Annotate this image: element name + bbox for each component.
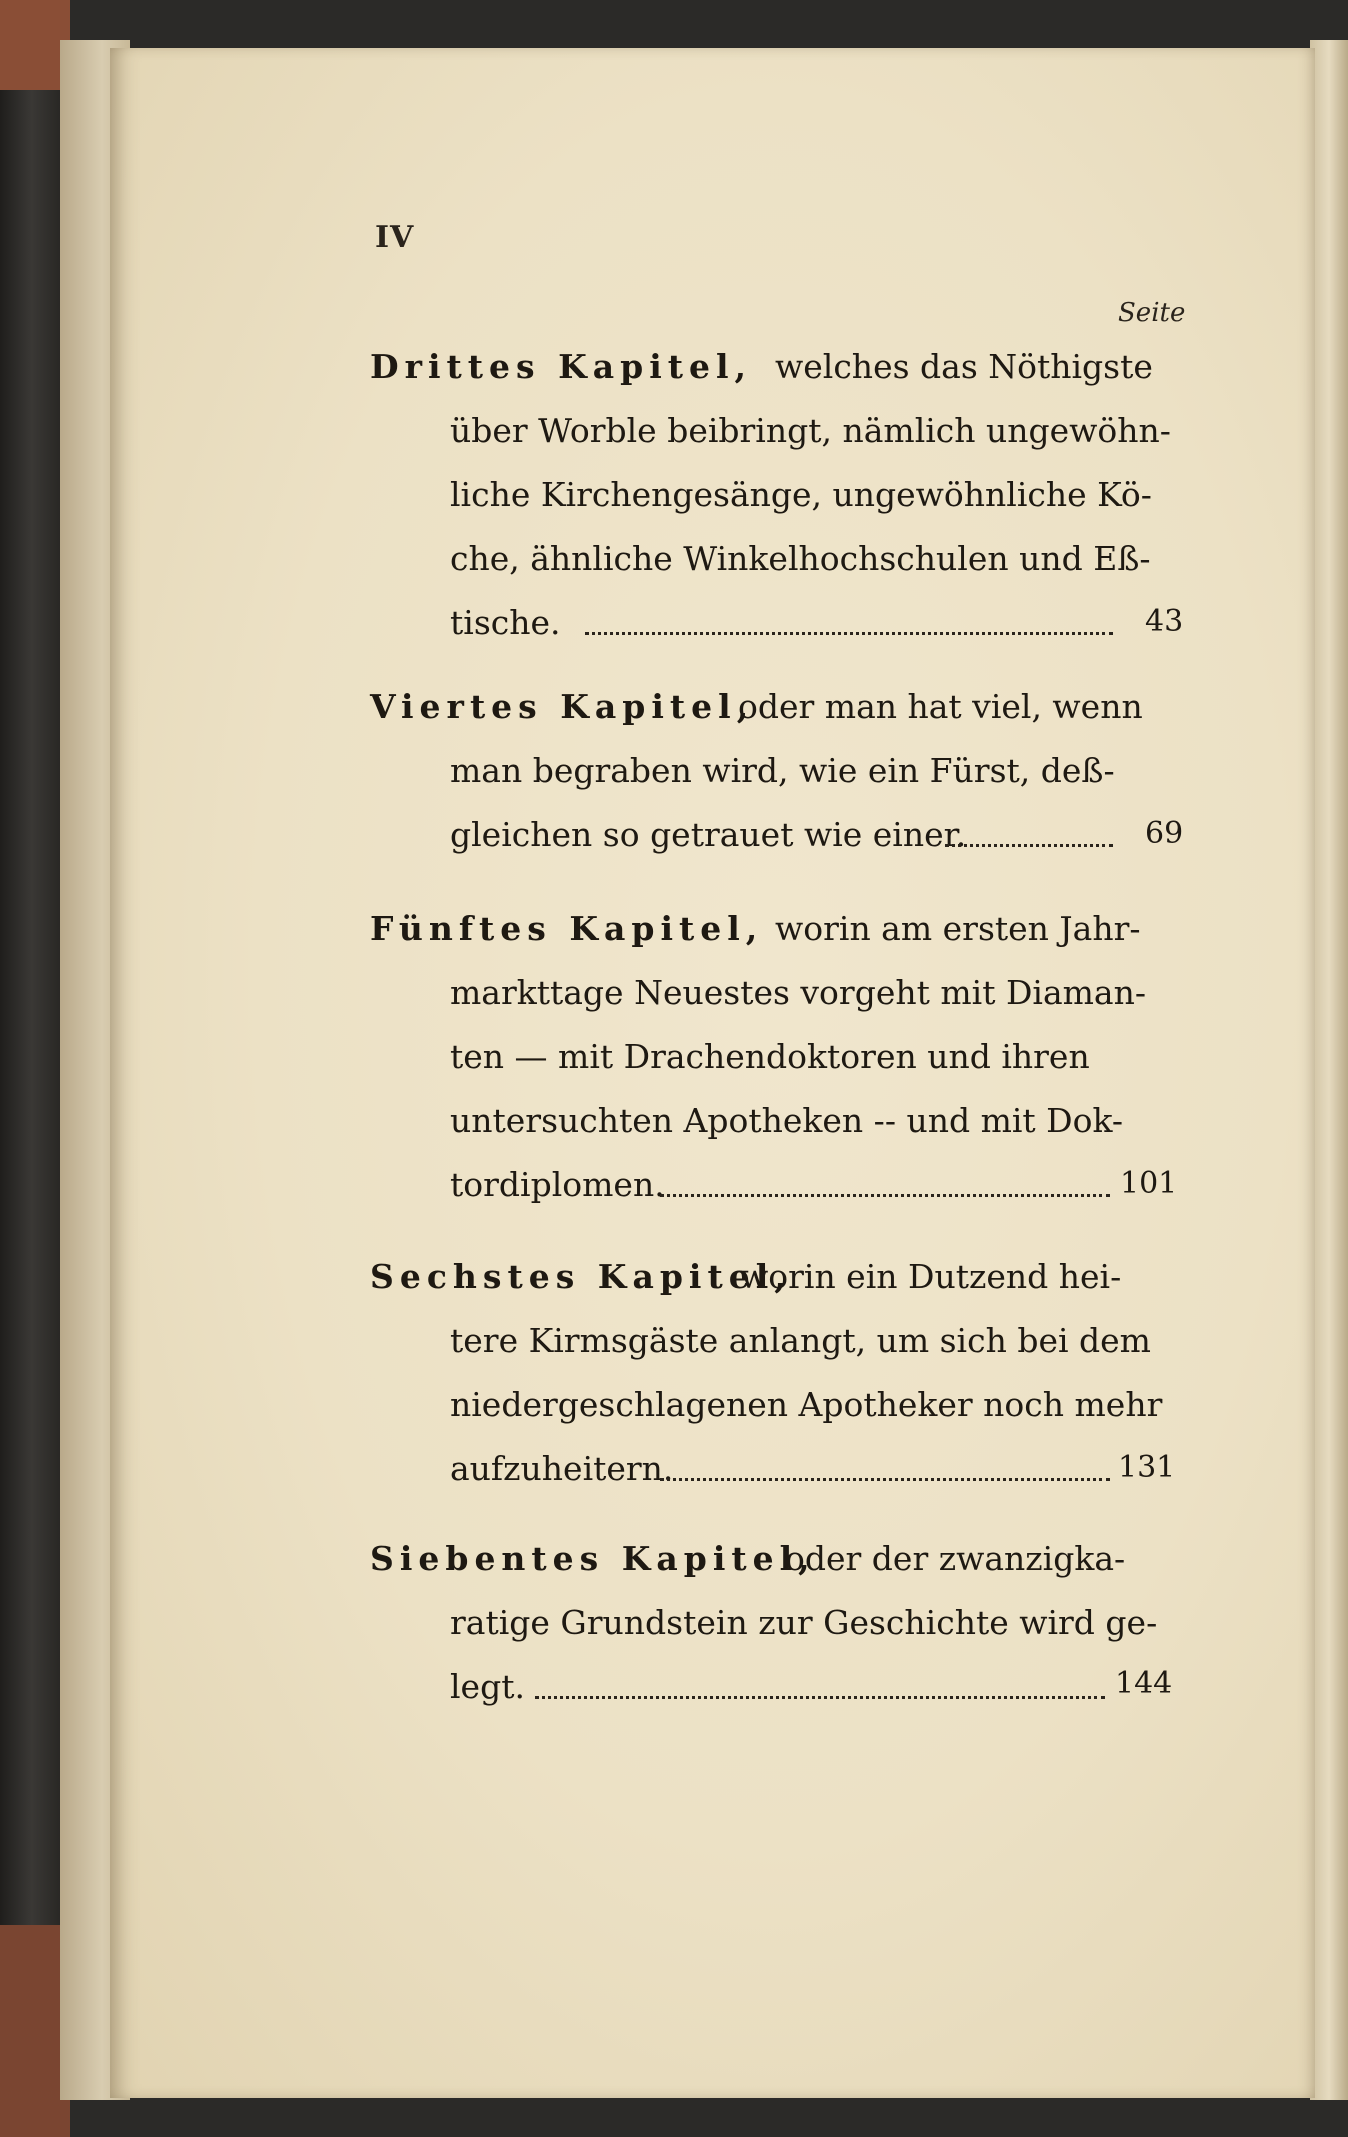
toc-entry-line: markttage Neuestes vorgeht mit Diaman-	[450, 973, 1147, 1012]
toc-entry-line: oder man hat viel, wenn	[738, 687, 1143, 726]
toc-entry-line: untersuchten Apotheken -- und mit Dok-	[450, 1101, 1124, 1140]
dotted-leader	[660, 1478, 1110, 1481]
page-number: IV	[375, 220, 415, 255]
toc-entry-line: über Worble beibringt, nämlich ungewöhn-	[450, 411, 1171, 450]
toc-entry-line: tische.	[450, 603, 561, 642]
toc-entry-chapter-6	[370, 1257, 1176, 1490]
toc-chapter-heading: Fünftes Kapitel,	[370, 909, 764, 948]
dotted-leader	[585, 632, 1113, 635]
toc-entry-chapter-3	[370, 347, 1184, 642]
toc-entry-chapter-5	[370, 909, 1178, 1212]
toc-chapter-heading: Drittes Kapitel,	[370, 347, 753, 386]
toc-chapter-heading: Viertes Kapitel,	[370, 687, 755, 726]
toc-entry-line: legt.	[450, 1667, 525, 1706]
toc-entry-line: gleichen so getrauet wie einer.	[450, 815, 967, 854]
toc-entry-line: ten — mit Drachendoktoren und ihren	[450, 1037, 1090, 1076]
toc-entry-line: che, ähnliche Winkelhochschulen und Eß-	[450, 539, 1151, 578]
toc-entry-line: ratige Grundstein zur Geschichte wird ge-	[450, 1603, 1158, 1642]
toc-page-ref: 131	[1118, 1450, 1176, 1485]
toc-entry-line: worin am ersten Jahr-	[775, 909, 1141, 948]
toc-chapter-heading: Sechstes Kapitel,	[370, 1257, 792, 1296]
toc-entry-line: man begraben wird, wie ein Fürst, deß-	[450, 751, 1115, 790]
toc-entry-line: aufzuheitern.	[450, 1449, 674, 1488]
toc-entry-line: worin ein Dutzend hei-	[740, 1257, 1122, 1296]
toc-page-ref: 43	[1145, 604, 1184, 639]
page-edge-right	[1310, 40, 1348, 2100]
toc-entry-line: liche Kirchengesänge, ungewöhnliche Kö-	[450, 475, 1152, 514]
toc-page-ref: 101	[1120, 1166, 1178, 1201]
toc-entry-line: oder der zwanzigka-	[785, 1539, 1126, 1578]
dotted-leader	[945, 844, 1113, 847]
toc-entry-chapter-4	[370, 687, 1184, 860]
toc-entry-line: niedergeschlagenen Apotheker noch mehr	[450, 1385, 1163, 1424]
toc-entry-chapter-7	[370, 1539, 1173, 1712]
toc-entry-line: welches das Nöthigste	[775, 347, 1153, 386]
page-column-header: Seite	[1118, 298, 1186, 328]
toc-chapter-heading: Siebentes Kapitel,	[370, 1539, 816, 1578]
toc-page-ref: 69	[1145, 816, 1184, 851]
toc-entry-line: tordiplomen.	[450, 1165, 665, 1204]
dotted-leader	[535, 1696, 1105, 1699]
dotted-leader	[660, 1194, 1110, 1197]
toc-entry-line: tere Kirmsgäste anlangt, um sich bei dem	[450, 1321, 1151, 1360]
toc-page-ref: 144	[1115, 1666, 1173, 1701]
